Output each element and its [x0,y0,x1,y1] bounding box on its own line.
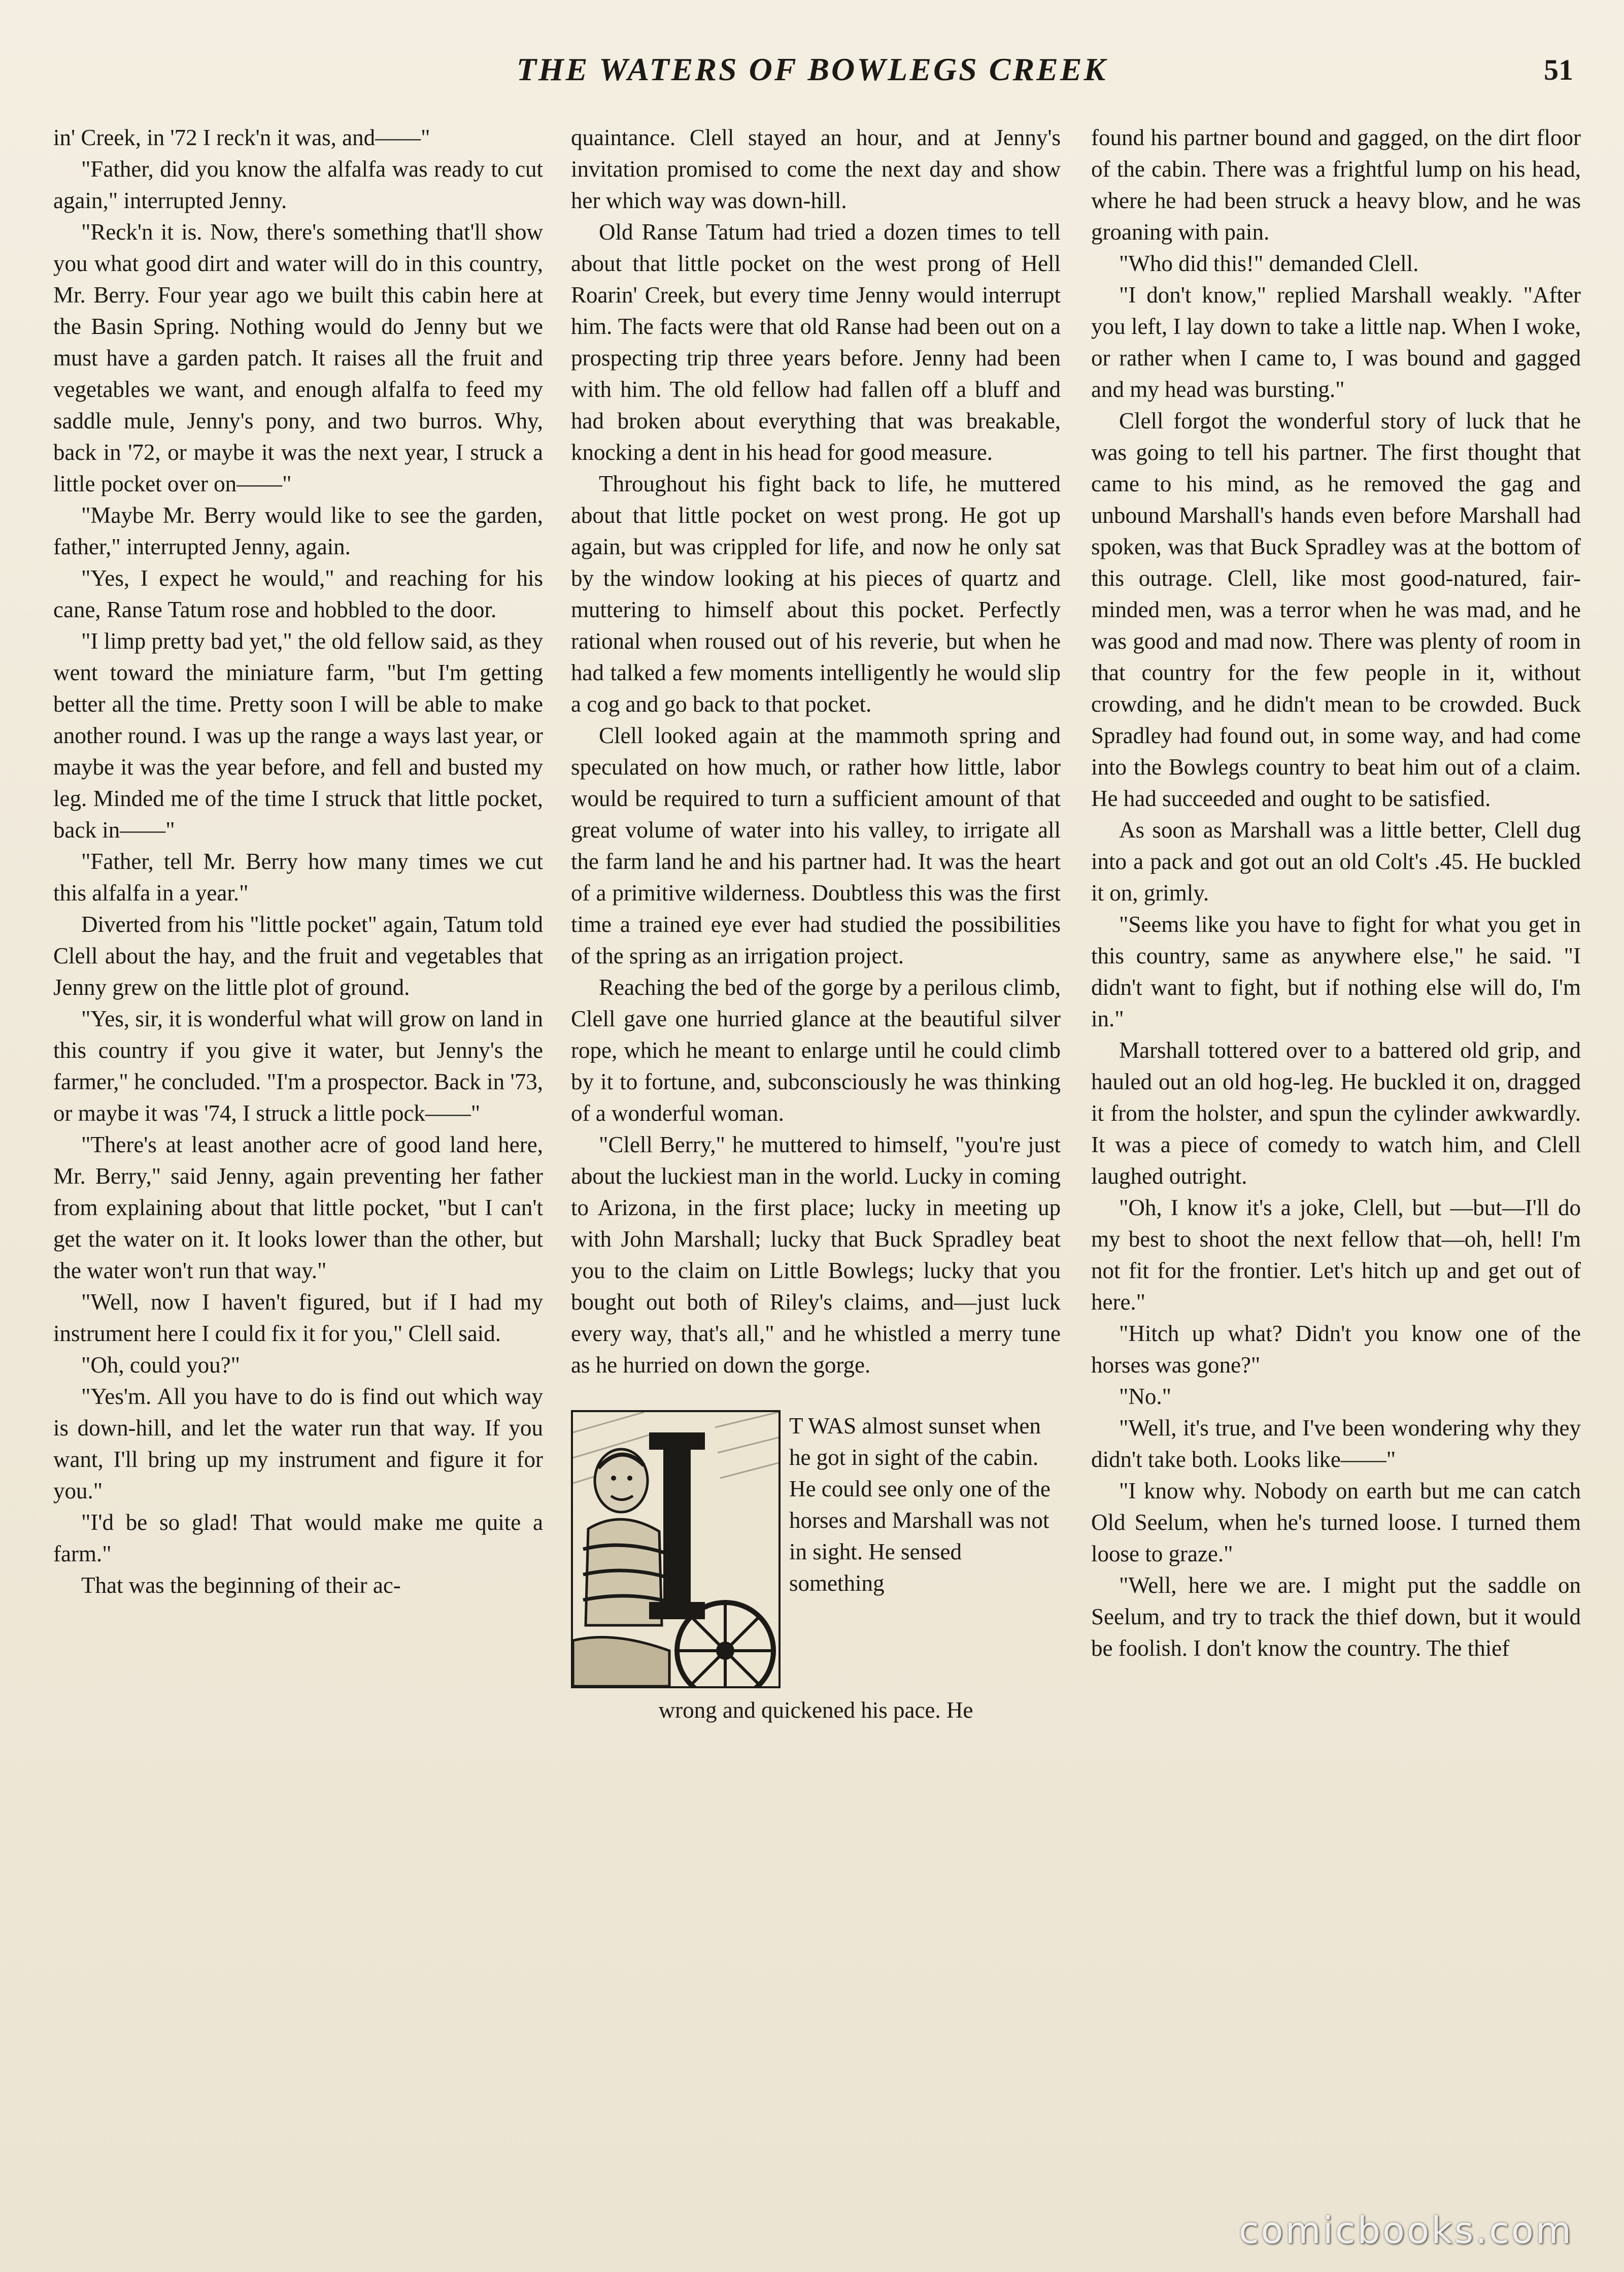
column3-paragraph: "I don't know," replied Marshall weakly. "After you left, I lay down to take a little nap. When I woke, or rather when I came to, I was bound and gagged and my head was bursting." [1091,282,1581,402]
column-3 [1091,122,1581,2193]
column1-paragraph: "Reck'n it is. Now, there's something that'll show you what good dirt and water will do in this country, Mr. Berry. Four year ago we built this cabin here at the Basin Spring. Nothing would do Jenny but we must have a garden patch. It raises all the fruit and vegetables we want, and enough alfalfa to feed my saddle mule, Jenny's pony, and two burros. Why, back in '72, or maybe it was the next year, I struck a little pocket over on——" [53,219,543,496]
running-title: THE WATERS OF BOWLEGS CREEK [516,51,1108,87]
column3-paragraph: found his partner bound and gagged, on the dirt floor of the cabin. There was a frightful lump on his head, where he had been struck a heavy blow, and he was groaning with pain. [1091,125,1581,245]
column2-paragraph: Old Ranse Tatum had tried a dozen times to tell about that little pocket on the west prong of Hell Roarin' Creek, but every time Jenny would interrupt him. The facts were that old Ranse had been out on a prospecting trip three years before. Jenny had been with him. The old fellow had fallen off a bluff and had broken about everything that was breakable, knocking a dent in his head for good measure. [571,219,1061,465]
column2-paragraph: Throughout his fight back to life, he muttered about that little pocket on west prong. He got up again, but was crippled for life, and now he only sat by the window looking at his pieces of quartz and muttering to himself about this pocket. Perfectly rational when roused out of his reverie, but when he had talked a few moments intelligently he would slip a cog and go back to that pocket. [571,471,1061,717]
column1-paragraph: "I limp pretty bad yet," the old fellow said, as they went toward the miniature farm, "but I'm getting better all the time. Pretty soon I will be able to make another round. I was up the range a ways last year, or maybe it was the year before, and fell and busted my leg. Minded me of the time I struck that little pocket, back in——" [53,628,543,843]
column1-paragraph: "Father, tell Mr. Berry how many times we cut this alfalfa in a year." [53,849,543,906]
column1-paragraph: "Yes'm. All you have to do is find out which way is down-hill, and let the water run that way. If you want, I'll bring up my instrument and figure it for you." [53,1384,543,1503]
dropcap-illustration [571,1410,781,1688]
column1-paragraph: "I'd be so glad! That would make me quite a farm." [53,1510,543,1566]
dropcap-letter-i-illustration [573,1412,779,1686]
column3-paragraph: "Hitch up what? Didn't you know one of the horses was gone?" [1091,1321,1581,1378]
column1-paragraph: Diverted from his "little pocket" again, Tatum told Clell about the hay, and the fruit and vegetables that Jenny grew on the little plot of ground. [53,912,543,1000]
column3-paragraph: "Who did this!" demanded Clell. [1119,251,1419,276]
column-2-body [571,122,1061,1381]
column2-paragraph: "Clell Berry," he muttered to himself, "you're just about the luckiest man in the world. Lucky in coming to Arizona, in the first place; lucky in meeting up with John Marshall; lucky that Buck Spradley beat you to the claim on Little Bowlegs; lucky that you bought out both of Riley's claims, and—just luck every way, that's all," and he whistled a merry tune as he hurried on down the gorge. [571,1132,1061,1378]
dropcap-block [571,1410,1061,1694]
watermark: comicbooks.com [1238,2209,1573,2252]
column1-paragraph: "Yes, I expect he would," and reaching for his cane, Ranse Tatum rose and hobbled to the door. [53,565,543,622]
column3-paragraph: "No." [1119,1384,1171,1409]
column3-paragraph: "Seems like you have to fight for what you get in this country, same as anywhere else," he said. "I didn't want to fight, but if nothing else will do, I'm in." [1091,912,1581,1031]
column3-paragraph: Clell forgot the wonderful story of luck that he was going to tell his partner. The first thought that came to his mind, as he removed the gag and unbound Marshall's hands even before Marshall had spoken, was that Buck Spradley was at the bottom of this outrage. Clell, like most good-natured, fair-minded men, was a terror when he was mad, and he was good and mad now. There was plenty of room in that country for the few people in it, without crowding, and he didn't mean to be crowded. Buck Spradley had found out, in some way, and had come into the Bowlegs country to beat him out of a claim. He had succeeded and ought to be satisfied. [1091,408,1581,811]
dropcap-continuation-line: wrong and quickened his pace. He [658,1697,973,1723]
dropcap-paragraph: T WAS almost sunset when he got in sight of the cabin. He could see only one of the horses and Marshall was not in sight. He sensed something [789,1413,1051,1596]
page-number: 51 [1544,53,1573,86]
column1-paragraph: in' Creek, in '72 I reck'n it was, and——" [53,125,430,150]
column3-paragraph: Marshall tottered over to a battered old grip, and hauled out an old hog-leg. He buckled it on, dragged it from the holster, and spun the cylinder awkwardly. It was a piece of comedy to watch him, and Clell laughed outright. [1091,1038,1581,1189]
column-2 [571,122,1061,2193]
column3-paragraph: "Well, here we are. I might put the saddle on Seelum, and try to track the thief down, but it would be foolish. I don't know the country. The thief [1091,1573,1581,1661]
column1-paragraph: "Oh, could you?" [81,1352,240,1378]
column2-paragraph: Reaching the bed of the gorge by a perilous climb, Clell gave one hurried glance at the beautiful silver rope, which he meant to enlarge until he could climb by it to fortune, and, subconsciously he was thinking of a wonderful woman. [571,975,1061,1126]
column1-paragraph: "Yes, sir, it is wonderful what will grow on land in this country if you give it water, but Jenny's the farmer," he concluded. "I'm a prospector. Back in '73, or maybe it was '74, I struck a little pock——" [53,1006,543,1126]
column1-paragraph: "Well, now I haven't figured, but if I had my instrument here I could fix it for you," Clell said. [53,1289,543,1346]
column2-paragraph: Clell looked again at the mammoth spring and speculated on how much, or rather how little, labor would be required to turn a sufficient amount of that great volume of water into his valley, to irrigate all the farm land he and his partner had. It was the heart of a primitive wilderness. Doubtless this was the first time a trained eye ever had studied the possibilities of the spring as an irrigation project. [571,723,1061,968]
dropcap-continuation [571,1694,1061,1726]
column1-paragraph: That was the beginning of their ac- [81,1573,401,1598]
column3-paragraph: "I know why. Nobody on earth but me can catch Old Seelum, when he's turned loose. I turned them loose to graze." [1091,1478,1581,1566]
column1-paragraph: "Maybe Mr. Berry would like to see the garden, father," interrupted Jenny, again. [53,503,543,559]
column2-paragraph: quaintance. Clell stayed an hour, and at Jenny's invitation promised to come the next day and show her which way was down-hill. [571,125,1061,213]
text-columns [53,122,1581,2193]
column1-paragraph: "Father, did you know the alfalfa was ready to cut again," interrupted Jenny. [53,156,543,213]
column3-paragraph: "Oh, I know it's a joke, Clell, but —but—I'll do my best to shoot the next fellow that—oh, hell! I'm not fit for the frontier. Let's hitch up and get out of here." [1091,1195,1581,1315]
page-header [51,46,1573,102]
column3-paragraph: As soon as Marshall was a little better, Clell dug into a pack and got out an old Colt's .45. He buckled it on, grimly. [1091,817,1581,906]
dropcap-text [789,1410,1061,1599]
column3-paragraph: "Well, it's true, and I've been wondering why they didn't take both. Looks like——" [1091,1415,1581,1472]
column-1 [53,122,543,2193]
column1-paragraph: "There's at least another acre of good land here, Mr. Berry," said Jenny, again preventing her father from explaining about that little pocket, "but I can't get the water on it. It looks lower than the other, but the water won't run that way." [53,1132,543,1283]
